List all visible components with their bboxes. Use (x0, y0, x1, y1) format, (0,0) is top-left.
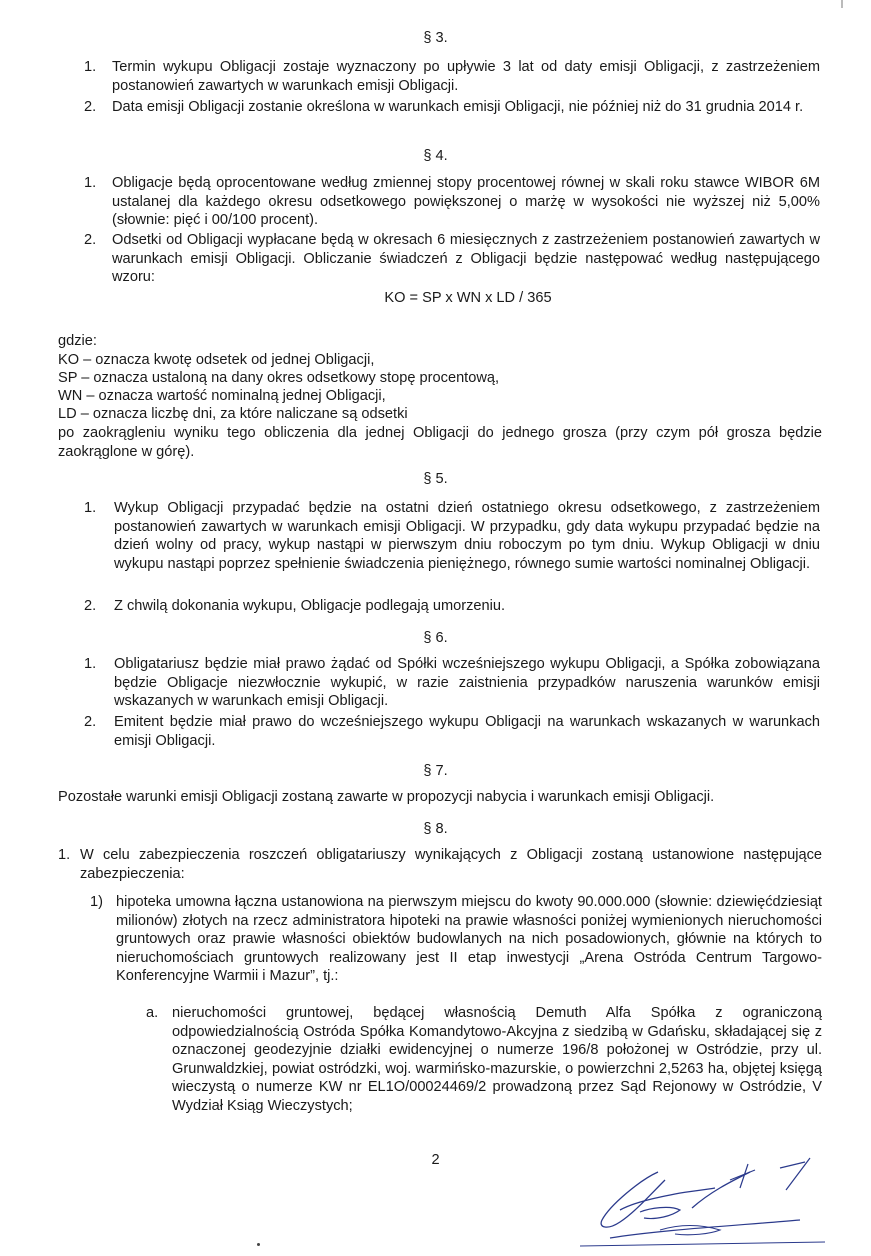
item-text: Z chwilą dokonania wykupu, Obligacje podlegają umorzeniu. (114, 598, 506, 614)
section-3-item-2 (84, 98, 820, 117)
scan-mark (841, 0, 843, 8)
section-7-heading: § 7. (423, 763, 448, 779)
item-text: Data emisji Obligacji zostanie określona w warunkach emisji Obligacji, nie później niż do 31 grudnia 2014 r. (112, 99, 804, 115)
section-8-subitem-1 (90, 893, 822, 986)
section-5-item-1 (84, 499, 820, 573)
item-number: 1. (84, 500, 97, 516)
section-3-heading: § 3. (423, 30, 448, 46)
scan-dot (257, 1243, 260, 1246)
handwritten-signature (580, 1150, 850, 1250)
item-text: W celu zabezpieczenia roszczeń obligatariuszy wynikających z Obligacji zostaną ustanowione następujące zabezpieczenia: (80, 847, 822, 882)
item-number: 1. (58, 847, 71, 863)
section-8-item-1 (58, 846, 822, 883)
section-6-item-2 (84, 713, 820, 750)
where-label: gdzie: (58, 333, 97, 349)
definition-ko: KO – oznacza kwotę odsetek od jednej Obligacji, (58, 352, 375, 368)
section-5-item-2 (84, 597, 820, 616)
item-number: 2. (84, 232, 97, 248)
section-6-heading: § 6. (423, 630, 448, 646)
section-8-subitem-a (146, 1004, 822, 1116)
section-8-heading: § 8. (423, 821, 448, 837)
section-3-item-1 (84, 58, 820, 95)
item-number: 2. (84, 99, 97, 115)
item-number: 1. (84, 59, 97, 75)
item-number: 1. (84, 175, 97, 191)
interest-formula: KO = SP x WN x LD / 365 (384, 290, 552, 306)
section-4-item-1 (84, 174, 820, 230)
item-text: Odsetki od Obligacji wypłacane będą w okresach 6 miesięcznych z zastrzeżeniem postanowień zawartych w warunkach emisji Obligacji. Obliczanie świadczeń z Obligacji będzie następować według następującego wzoru: (112, 232, 820, 286)
item-text: hipoteka umowna łączna ustanowiona na pierwszym miejscu do kwoty 90.000.000 (słownie: dziewięćdziesiąt milionów) złotych na rzecz administratora hipoteki na prawie własności poniżej wymienionych nieruchomości gruntowych oraz prawie własności obiektów budowlanych na nich posadowionych, głównie na których to nieruchomościach gruntowych realizowany jest II etap inwestycji „Arena Ostróda Centrum Targowo-Konferencyjne Warmii i Mazur”, tj.: (116, 894, 822, 985)
section-4-item-2 (84, 231, 820, 287)
section-5-heading: § 5. (423, 471, 448, 487)
item-text: Obligatariusz będzie miał prawo żądać od Spółki wcześniejszego wykupu Obligacji, a Spółka zobowiązana będzie Obligacje niezwłocznie wykupić, w razie zaistnienia przypadków naruszenia warunków emisji wskazanych w warunkach emisji Obligacji. (114, 656, 820, 710)
section-6-item-1 (84, 655, 820, 711)
item-number: 1. (84, 656, 97, 672)
definition-sp: SP – oznacza ustaloną na dany okres odsetkowy stopę procentową, (58, 370, 500, 386)
item-number: 2. (84, 598, 97, 614)
rounding-note: po zaokrągleniu wyniku tego obliczenia dla jednej Obligacji do jednego grosza (przy czym pół grosza będzie zaokrąglone w górę). (58, 425, 822, 460)
section-4-heading: § 4. (423, 148, 448, 164)
item-number: 2. (84, 714, 97, 730)
item-text: Wykup Obligacji przypadać będzie na ostatni dzień ostatniego okresu odsetkowego, z zastrzeżeniem postanowień zawartych w warunkach emisji Obligacji. W przypadku, gdy data wykupu przypadać będzie na dzień wolny od pracy, wykup nastąpi w pierwszym dniu roboczym po tym dniu. Wykup Obligacji w dniu wykupu nastąpi poprzez spełnienie świadczenia pieniężnego, równego sumie wartości nominalnej Obligacji. (114, 500, 820, 572)
item-text: nieruchomości gruntowej, będącej własnością Demuth Alfa Spółka z ograniczoną odpowiedzialnością Ostróda Spółka Komandytowo-Akcyjna z siedzibą w Gdańsku, składającej się z oznaczonej geodezyjnie działki ewidencyjnej o numerze 196/8 położonej w Ostródzie, przy ul. Grunwaldzkiej, powiat ostródzki, woj. warmińsko-mazurskie, o powierzchni 2,5263 ha, objętej księgą wieczystą o numerze KW nr EL1O/00024469/2 prowadzoną przez Sąd Rejonowy w Ostródzie, V Wydział Ksiąg Wieczystych; (172, 1005, 822, 1114)
page-number: 2 (431, 1152, 440, 1168)
item-number: a. (146, 1005, 159, 1021)
definition-ld: LD – oznacza liczbę dni, za które naliczane są odsetki (58, 406, 408, 422)
item-text: Obligacje będą oprocentowane według zmiennej stopy procentowej równej w skali roku stawce WIBOR 6M ustalanej dla każdego okresu odsetkowego powiększonej o marżę w wysokości nie wyższej niż 5,00% (słownie: pięć i 00/100 procent). (112, 175, 820, 229)
section-7-text: Pozostałe warunki emisji Obligacji zostaną zawarte w propozycji nabycia i warunkach emisji Obligacji. (58, 789, 715, 805)
item-number: 1) (90, 894, 103, 910)
item-text: Emitent będzie miał prawo do wcześniejszego wykupu Obligacji na warunkach wskazanych w warunkach emisji Obligacji. (114, 714, 820, 749)
item-text: Termin wykupu Obligacji zostaje wyznaczony po upływie 3 lat od daty emisji Obligacji, z zastrzeżeniem postanowień zawartych w warunkach emisji Obligacji. (112, 59, 820, 94)
definition-wn: WN – oznacza wartość nominalną jednej Obligacji, (58, 388, 386, 404)
